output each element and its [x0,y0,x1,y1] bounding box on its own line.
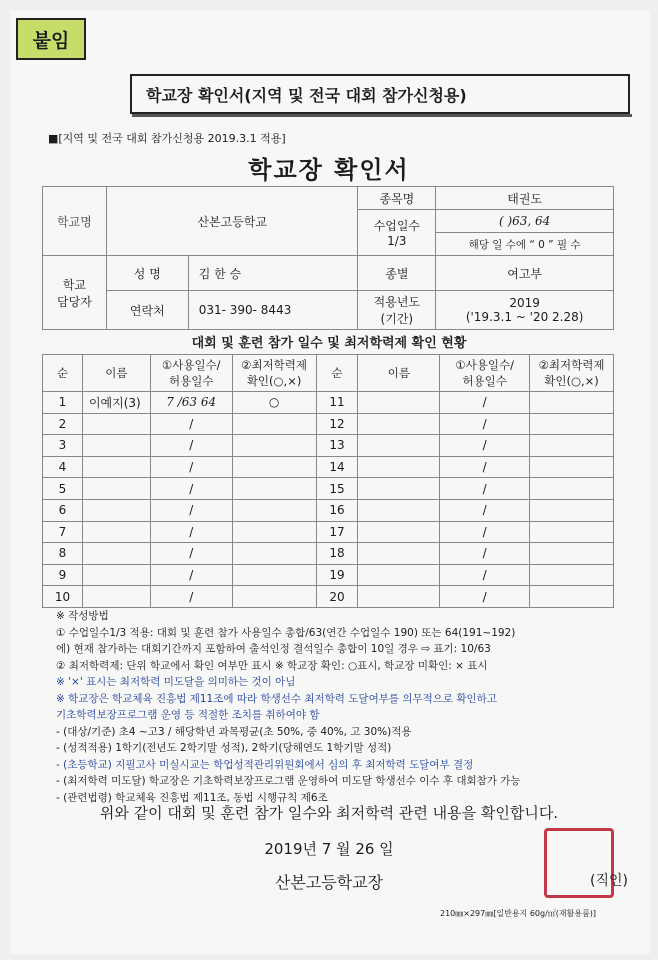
manager-label [43,256,107,330]
status-title: 대회 및 훈련 참가 일수 및 최저학력제 확인 현황 [191,336,467,351]
days-label-line2: 1/3 [387,234,407,248]
cell-check2 [530,478,614,500]
note-line: 에) 현재 참가하는 대회기간까지 포함하여 출석인정 결석일수 총합이 10일 경우 ⇨ 표기: 10/63 [56,643,491,655]
cell-check2 [530,521,614,543]
cell-name2 [358,392,440,414]
cell-days: 7 /63 64 [150,392,232,414]
cell-days: / [150,499,232,521]
cell-no2: 17 [316,521,358,543]
cell-no2: 12 [316,413,358,435]
cell-check [232,478,316,500]
note-line: ※ '×' 표시는 최저학력 미도달을 의미하는 것이 아님 [56,676,296,688]
cell-days2: / [440,586,530,608]
title-underline [132,114,632,117]
cell-check [232,564,316,586]
col-no: 순 [43,355,83,392]
cell-check [232,499,316,521]
days-note: 해당 일 수에 “ 0 ” 필 수 [436,233,614,256]
confirmation-text: 위와 같이 대회 및 훈련 참가 일수와 최저학력 관련 내용을 확인합니다. [99,804,559,822]
notes-lines [56,625,636,807]
year-label-line2: (기간) [380,312,414,326]
cell-check2 [530,413,614,435]
event-label: 종목명 [358,187,436,210]
cell-check [232,435,316,457]
year-range: ('19.3.1 ~ '20 2.28) [465,310,584,324]
cell-days2: / [440,413,530,435]
cell-days2: / [440,478,530,500]
cell-name2 [358,586,440,608]
event-value: 태권도 [436,187,614,210]
cell-check2 [530,499,614,521]
table-row [43,478,614,500]
table-row [43,392,614,414]
manager-label-line1: 학교 [62,277,87,292]
school-name: 산본고등학교 [106,187,358,256]
cell-no: 4 [43,456,83,478]
cell-check [232,521,316,543]
cell-days: / [150,413,232,435]
col-check-line2: 확인(○,×) [246,374,302,388]
status-table [42,354,614,608]
name-label: 성 명 [106,256,188,291]
cell-days: / [150,521,232,543]
cell-no2: 11 [316,392,358,414]
table-row [43,456,614,478]
col-days [150,355,232,392]
cell-days: / [150,564,232,586]
note-line: - (최저학력 미도달) 학교장은 기초학력보장프로그램 운영하여 미도달 학생선수 이수 후 대회참가 가능 [56,775,521,787]
cell-check [232,543,316,565]
note-line: ※ 학교장은 학교체육 진흥법 제11조에 따라 학생선수 최저학력 도달여부를 의무적으로 확인하고 [56,692,497,705]
table-row [43,499,614,521]
cell-check [232,586,316,608]
cell-no: 8 [43,543,83,565]
cell-no2: 20 [316,586,358,608]
note-line: - (대상/기준) 초4 ~고3 / 해당학년 과목평균(초 50%, 중 40%, 고 30%)적용 [56,725,412,738]
cell-no2: 19 [316,564,358,586]
cell-no: 1 [43,392,83,414]
cell-no: 9 [43,564,83,586]
col-name: 이름 [82,355,150,392]
contact-value: 031- 390- 8443 [188,291,358,330]
cell-days: / [150,456,232,478]
table-row [43,586,614,608]
cell-days2: / [440,499,530,521]
cell-check2 [530,456,614,478]
col-no-2: 순 [316,355,358,392]
cell-name [82,543,150,565]
cell-days: / [150,586,232,608]
note-line: ② 최저학력제: 단위 학교에서 확인 여부만 표시 ※ 학교장 확인: ○표시, 학교장 미확인: × 표시 [56,659,488,672]
cell-no: 10 [43,586,83,608]
notes-heading: ※ 작성방법 [56,610,109,622]
year-value-line1: 2019 [509,296,540,310]
year-value [436,291,614,330]
cell-no2: 13 [316,435,358,457]
col-days-2 [440,355,530,392]
col-days-line2: 허용일수 [169,374,214,388]
note-line: ① 수업일수1/3 적용: 대회 및 훈련 참가 사용일수 총합/63(연간 수업일수 190) 또는 64(191~192) [56,626,516,639]
school-label: 학교명 [43,187,107,256]
col-days-2-line2: 허용일수 [462,374,507,388]
attachment-tag: 붙임 [16,18,86,60]
table-row [43,564,614,586]
cell-name [82,478,150,500]
cell-days2: / [440,564,530,586]
cell-check: ○ [232,392,316,414]
cell-no2: 15 [316,478,358,500]
cell-check [232,456,316,478]
cell-check2 [530,435,614,457]
form-subtitle: ■[지역 및 전국 대회 참가신청용 2019.3.1 적용] [48,132,286,145]
cell-name2 [358,543,440,565]
col-check-2 [530,355,614,392]
note-line: - (초등학교) 지필고사 미실시교는 학업성적관리위원회에서 심의 후 최저학력 도달여부 결정 [56,758,474,771]
cell-check2 [530,392,614,414]
cell-days: / [150,478,232,500]
cell-name [82,435,150,457]
cell-no2: 18 [316,543,358,565]
notes-section [56,608,636,806]
cell-name [82,586,150,608]
cell-name: 이예지(3) [82,392,150,414]
cell-name2 [358,499,440,521]
table-row [43,543,614,565]
note-line: - (성적적용) 1학기(전년도 2학기말 성적), 2학기(당해연도 1학기말 성적) [56,742,392,754]
cell-name2 [358,521,440,543]
cell-name2 [358,435,440,457]
cell-name [82,413,150,435]
days-label-line1: 수업일수 [373,219,421,233]
col-days-line1: ①사용일수/ [161,358,221,372]
days-label [358,210,436,256]
cell-check2 [530,564,614,586]
seal-label: (직인) [590,873,628,889]
col-check-2-line1: ②최저학력제 [538,358,605,372]
cell-name [82,499,150,521]
cell-no: 6 [43,499,83,521]
cell-name2 [358,413,440,435]
document-title: 학교장 확인서(지역 및 전국 대회 참가신청용) [130,74,630,114]
cell-no: 5 [43,478,83,500]
cell-days2: / [440,392,530,414]
status-rows [43,392,614,608]
category-label: 종별 [358,256,436,291]
cell-no: 2 [43,413,83,435]
cell-name2 [358,564,440,586]
col-check-line1: ②최저학력제 [241,358,308,372]
cell-days2: / [440,521,530,543]
name-value: 김 한 승 [188,256,358,291]
signer-title: 산본고등학교장 [274,873,384,892]
table-row [43,413,614,435]
cell-name [82,456,150,478]
col-check [232,355,316,392]
note-line: - (관련법령) 학교체육 진흥법 제11조, 동법 시행규칙 제6조 [56,791,328,804]
manager-label-line2: 담당자 [57,294,92,309]
cell-check [232,413,316,435]
col-check-2-line2: 확인(○,×) [544,374,599,388]
cell-no2: 16 [316,499,358,521]
year-label [358,291,436,330]
cell-name [82,521,150,543]
cell-days2: / [440,456,530,478]
cell-no: 7 [43,521,83,543]
info-table [42,186,614,330]
cell-name2 [358,456,440,478]
table-row [43,521,614,543]
cell-days2: / [440,435,530,457]
contact-label: 연락처 [106,291,188,330]
cell-name2 [358,478,440,500]
cell-check2 [530,543,614,565]
cell-no2: 14 [316,456,358,478]
col-days-2-line1: ①사용일수/ [455,358,514,372]
category-value: 여고부 [436,256,614,291]
note-line: 기초학력보장프로그램 운영 등 적절한 조치를 취하여야 함 [56,709,320,721]
cell-days2: / [440,543,530,565]
cell-days: / [150,543,232,565]
paper-spec: 210㎜×297㎜[일반용지 60g/㎡(재활용품)] [440,909,597,918]
col-name-2: 이름 [358,355,440,392]
days-value: ( )63, 64 [436,210,614,233]
year-label-line1: 적용년도 [373,295,421,309]
signing-date: 2019년 7 월 26 일 [264,840,394,858]
cell-name [82,564,150,586]
table-row [43,435,614,457]
page-title: 학교장 확인서 [248,156,410,184]
cell-check2 [530,586,614,608]
cell-no: 3 [43,435,83,457]
cell-days: / [150,435,232,457]
